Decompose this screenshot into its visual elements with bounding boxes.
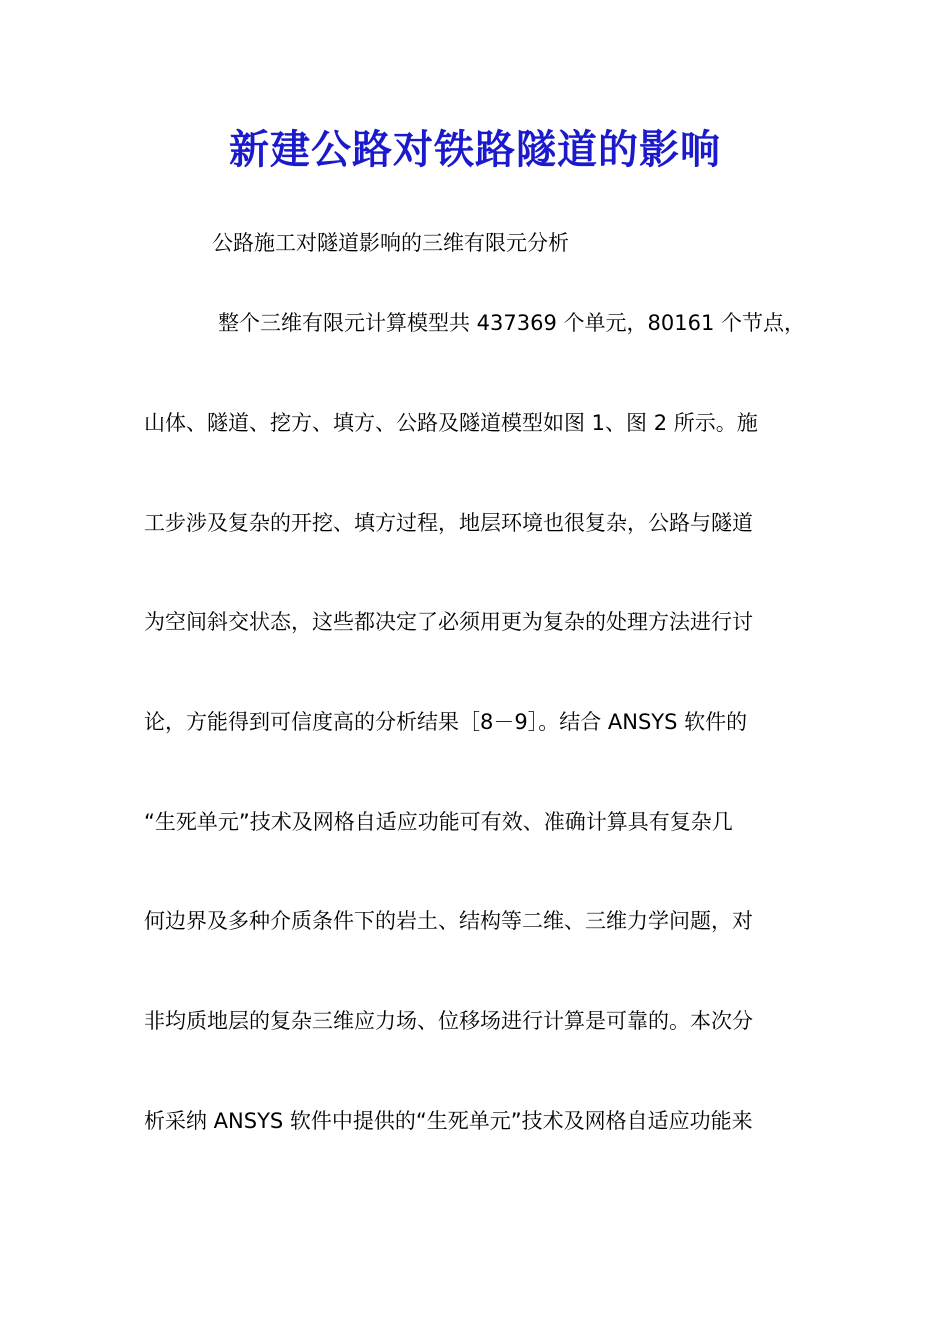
paragraph-line: 为空间斜交状态，这些都决定了必须用更为复杂的处理方法进行讨 [144,610,753,634]
paragraph-line: 何边界及多种介质条件下的岩土、结构等二维、三维力学问题，对 [144,909,753,933]
paragraph-line: 山体、隧道、挖方、填方、公路及隧道模型如图 1、图 2 所示。施 [144,411,758,435]
paragraph-line: 整个三维有限元计算模型共 437369 个单元，80161 个节点， [218,311,805,335]
paragraph-line: 论，方能得到可信度高的分析结果［8－9］。结合 ANSYS 软件的 [144,710,748,734]
paragraph-line: 析采纳 ANSYS 软件中提供的“生死单元”技术及网格自适应功能来 [144,1109,753,1133]
paragraph-line: 非均质地层的复杂三维应力场、位移场进行计算是可靠的。本次分 [144,1009,753,1033]
paragraph-line: 工步涉及复杂的开挖、填方过程，地层环境也很复杂，公路与隧道 [144,511,753,535]
document-title: 新建公路对铁路隧道的影响 [229,126,721,173]
paragraph-line: “生死单元”技术及网格自适应功能可有效、准确计算具有复杂几 [144,810,733,834]
section-heading: 公路施工对隧道影响的三维有限元分析 [212,231,569,255]
